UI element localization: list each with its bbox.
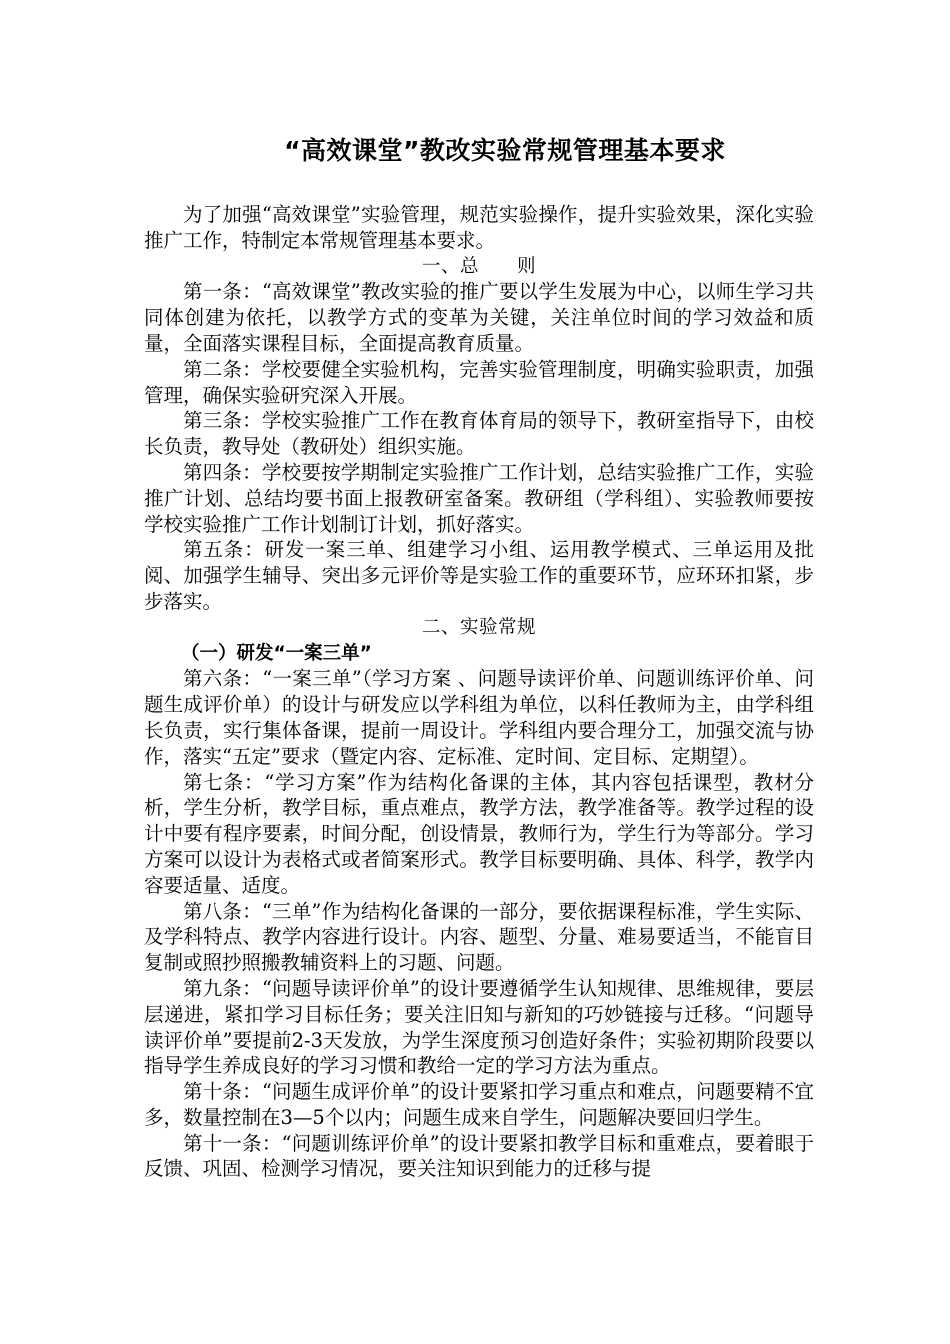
intro-paragraph: 为了加强“高效课堂”实验管理，规范实验操作，提升实验效果，深化实验推广工作，特制定本常规管理基本要求。: [144, 203, 814, 252]
section-heading-experiment: 二、实验常规: [421, 616, 536, 638]
document-title: “高效课堂”教改实验常规管理基本要求: [284, 136, 726, 165]
article-9: 第九条：“问题导读评价单”的设计要遵循学生认知规律、思维规律，要层层递进，紧扣学习目标任务；要关注旧知与新知的巧妙链接与迁移。“问题导读评价单”要提前2-3天发放，为学生深度预习创造好条件；实验初期阶段要以指导学生养成良好的学习习惯和教给一定的学习方法为重点。: [144, 976, 814, 1078]
section-heading-general: 一、总 则: [421, 255, 536, 277]
document-body: [144, 196, 814, 1182]
article-2: 第二条：学校要健全实验机构，完善实验管理制度，明确实验职责，加强管理，确保实验研究深入开展。: [144, 357, 814, 407]
article-4: 第四条：学校要按学期制定实验推广工作计划，总结实验推广工作，实验推广计划、总结均要书面上报教研室备案。教研组（学科组）、实验教师要按学校实验推广工作计划制订计划，抓好落实。: [144, 460, 814, 536]
article-6: 第六条：“一案三单”（学习方案 、问题导读评价单、问题训练评价单、问题生成评价单）的设计与研发应以学科组为单位，以科任教师为主，由学科组长负责，实行集体备课，提前一周设计。学科组内要合理分工，加强交流与协作，落实“五定”要求（暨定内容、定标准、定时间、定目标、定期望）。: [144, 667, 814, 768]
article-3: 第三条：学校实验推广工作在教育体育局的领导下，教研室指导下，由校长负责，教导处（教研处）组织实施。: [144, 409, 814, 459]
article-8: 第八条：“三单”作为结构化备课的一部分，要依据课程标准，学生实际、及学科特点、教学内容进行设计。内容、题型、分量、难易要适当，不能盲目复制或照抄照搬教辅资料上的习题、问题。: [144, 899, 814, 975]
article-5: 第五条：研发一案三单、组建学习小组、运用教学模式、三单运用及批阅、加强学生辅导、突出多元评价等是实验工作的重要环节，应环环扣紧，步步落实。: [144, 538, 814, 613]
subsection-heading-design: （一）研发“一案三单”: [181, 642, 372, 664]
article-1: 第一条：“高效课堂”教改实验的推广要以学生发展为中心，以师生学习共同体创建为依托，以教学方式的变革为关键，关注单位时间的学习效益和质量，全面落实课程目标，全面提高教育质量。: [144, 280, 814, 355]
article-7: 第七条：“学习方案”作为结构化备课的主体，其内容包括课型，教材分析，学生分析，教学目标，重点难点，教学方法，教学准备等。教学过程的设计中要有程序要素，时间分配，创设情景，教师行为，学生行为等部分。学习方案可以设计为表格式或者简案形式。教学目标要明确、具体、科学，教学内容要适量、适度。: [144, 770, 814, 897]
article-11: 第十一条：“问题训练评价单”的设计要紧扣教学目标和重难点，要着眼于反馈、巩固、检测学习情况，要关注知识到能力的迁移与提: [144, 1131, 814, 1181]
article-10: 第十条：“问题生成评价单”的设计要紧扣学习重点和难点，问题要精不宜多，数量控制在3—5个以内；问题生成来自学生，问题解决要回归学生。: [144, 1080, 814, 1129]
